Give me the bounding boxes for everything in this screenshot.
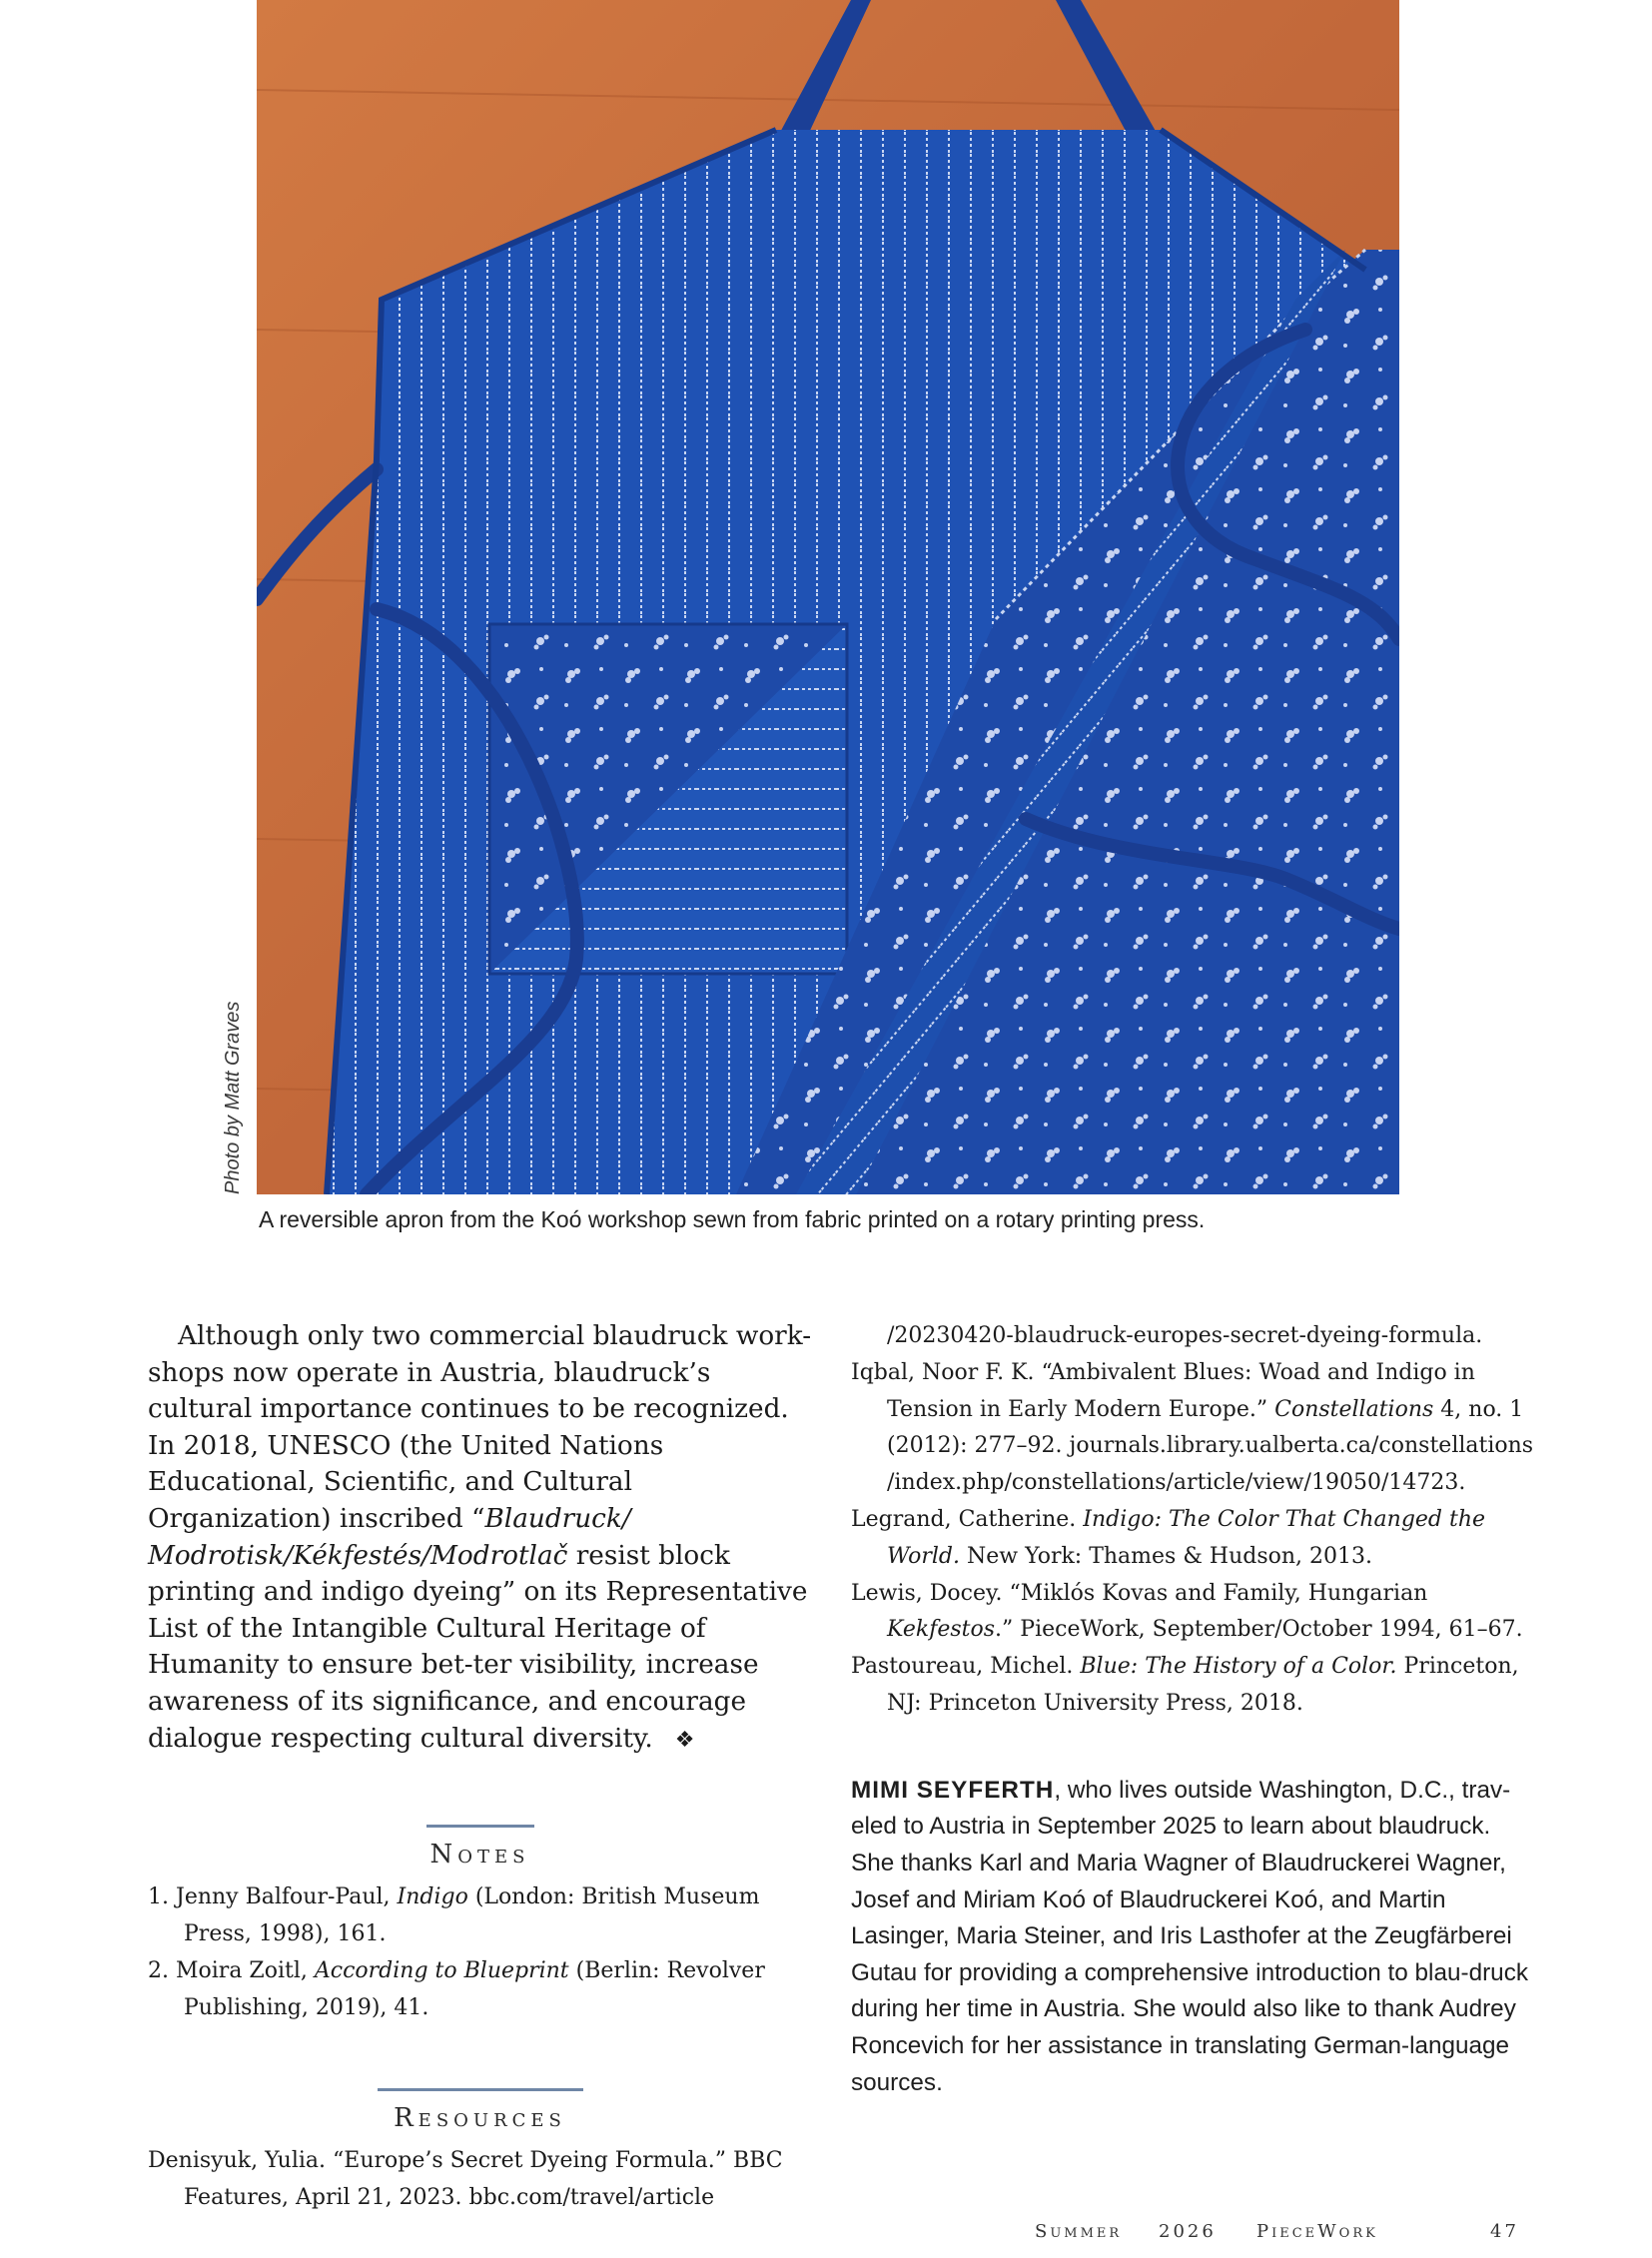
notes-list	[148, 1880, 812, 2026]
resource-item: Iqbal, Noor F. K. “Ambivalent Blues: Woad and Indigo in Tension in Early Modern Europe.” Constellations 4, no. 1 (2012): 277–92. journals.library.ualberta.ca/constellations /index.php/constellations/article/view/19050/14723.	[851, 1359, 1534, 1496]
resources-rule	[378, 2088, 583, 2091]
resources-heading: Resources	[394, 2103, 566, 2134]
notes-rule	[426, 1825, 534, 1828]
author-name: MIMI SEYFERTH	[851, 1776, 1055, 1804]
author-bio-text: , who lives outside Washington, D.C., trav-eled to Austria in September 2025 to learn about blaudruck. She thanks Karl and Maria Wagner of Blaudruckerei Wagner, Josef and Miriam Koó of Blaudruckerei Koó, and Martin Lasinger, Maria Steiner, and Iris Lasthofer at the Zeugfärberei Gutau for providing a comprehensive introduction to blau-druck during her time in Austria. She would also like to thank Audrey Roncevich for her assistance in translating German-language sources.	[851, 1776, 1528, 2096]
folio-year: 2026	[1159, 2221, 1217, 2242]
note-item: 2. Moira Zoitl, According to Blueprint (Berlin: Revolver Publishing, 2019), 41.	[148, 1957, 765, 2020]
apron-illustration	[257, 0, 1399, 1194]
left-column	[148, 1318, 812, 2217]
photo-credit: Photo by Matt Graves	[222, 1001, 244, 1194]
folio-magazine: PieceWork	[1256, 2221, 1378, 2242]
page-number: 47	[1490, 2221, 1519, 2242]
folio-season: Summer	[1035, 2221, 1123, 2242]
resource-item: Legrand, Catherine. Indigo: The Color That Changed the World. New York: Thames & Hudson, 2013.	[851, 1506, 1486, 1569]
note-item: 1. Jenny Balfour-Paul, Indigo (London: British Museum Press, 1998), 161.	[148, 1884, 760, 1946]
end-mark-icon: ❖	[674, 1727, 695, 1753]
resource-item: Lewis, Docey. “Miklós Kovas and Family, Hungarian Kekfestos.” PieceWork, September/October 1994, 61–67.	[851, 1580, 1523, 1643]
paragraph-text-start: Although only two commercial blaudruck work-shops now operate in Austria, blaudruck’s cultural importance continues to be recognized. In 2018, UNESCO (the United Nations Educational, Scientific, and Cultural Organization) inscribed “	[148, 1321, 812, 1534]
notes-heading: Notes	[429, 1840, 530, 1871]
resource-item: Pastoureau, Michel. Blue: The History of a Color. Princeton, NJ: Princeton University Press, 2018.	[851, 1654, 1519, 1716]
photo-caption: A reversible apron from the Koó workshop sewn from fabric printed on a rotary printing press.	[259, 1206, 1206, 1232]
author-bio	[851, 1773, 1535, 2101]
apron-photo	[257, 0, 1399, 1194]
resource-item-continued: /20230420-blaudruck-europes-secret-dyeing-formula.	[887, 1323, 1483, 1348]
paragraph-text-end: resist block printing and indigo dyeing” on its Representative List of the Intangible Cultural Heritage of Humanity to ensure bet-ter visibility, increase awareness of its significance, and encourage dialogue respecting cultural diversity.	[148, 1540, 808, 1754]
paragraph-italic-title: Blaudruck/ Modrotisk/Kékfestés/Modrotlač	[148, 1503, 631, 1571]
right-column	[851, 1318, 1535, 2101]
resource-item: Denisyuk, Yulia. “Europe’s Secret Dyeing Formula.” BBC Features, April 21, 2023. bbc.com/travel/article	[148, 2148, 783, 2211]
article-paragraph	[148, 1318, 812, 1759]
